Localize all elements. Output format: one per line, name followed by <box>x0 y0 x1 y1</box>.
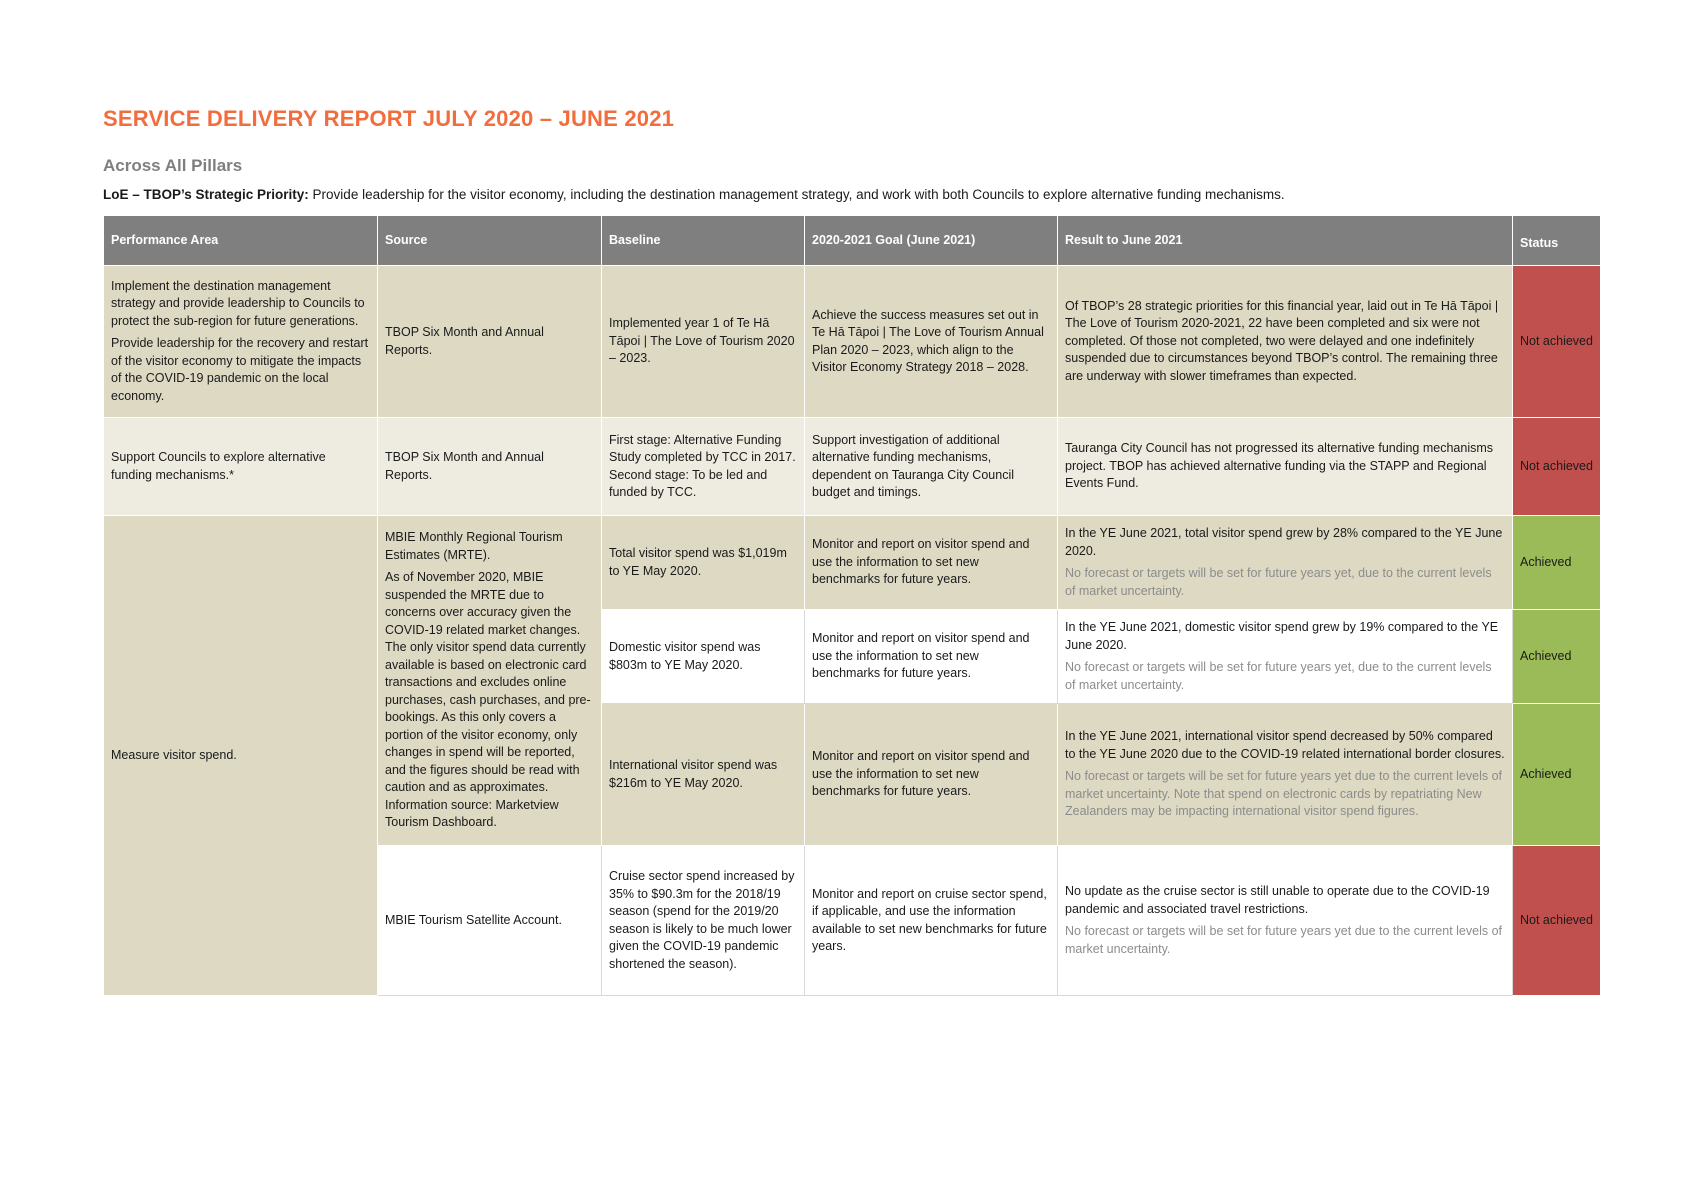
goal-cell: Monitor and report on cruise sector spend, if applicable, and use the information available to set new benchmarks for future years. <box>805 846 1058 996</box>
header-performance-area: Performance Area <box>104 216 378 266</box>
table-row <box>104 516 1601 610</box>
report-page <box>103 104 1600 996</box>
report-title: SERVICE DELIVERY REPORT JULY 2020 – JUNE 2021 <box>103 106 675 131</box>
baseline-cell: Implemented year 1 of Te Hā Tāpoi | The Love of Tourism 2020 – 2023. <box>602 266 805 418</box>
performance-area-text: Implement the destination management strategy and provide leadership to Councils to protect the sub-region for future generations. <box>111 278 365 328</box>
performance-area-cell <box>104 516 378 996</box>
status-badge: Achieved <box>1513 516 1601 610</box>
performance-area-text: Measure visitor spend. <box>111 747 237 762</box>
performance-area-cell <box>104 266 378 418</box>
baseline-cell: International visitor spend was $216m to YE May 2020. <box>602 704 805 846</box>
table-row <box>104 266 1601 418</box>
status-badge: Not achieved <box>1513 418 1601 516</box>
result-text: No update as the cruise sector is still unable to operate due to the COVID-19 pandemic and associated travel restrictions. <box>1065 884 1490 916</box>
priority-text: Provide leadership for the visitor economy, including the destination management strategy, and work with both Councils to explore alternative funding mechanisms. <box>308 187 1285 202</box>
result-note: No forecast or targets will be set for future years yet, due to the current levels of market uncertainty. <box>1065 660 1492 692</box>
result-cell <box>1058 846 1513 996</box>
baseline-cell: Total visitor spend was $1,019m to YE May 2020. <box>602 516 805 610</box>
result-cell <box>1058 704 1513 846</box>
service-delivery-table <box>103 215 1601 996</box>
goal-cell: Monitor and report on visitor spend and use the information to set new benchmarks for future years. <box>805 704 1058 846</box>
header-result: Result to June 2021 <box>1058 216 1513 266</box>
performance-area-text: Support Councils to explore alternative funding mechanisms.* <box>111 450 326 482</box>
goal-cell: Monitor and report on visitor spend and use the information to set new benchmarks for future years. <box>805 610 1058 704</box>
result-note: No forecast or targets will be set for future years yet, due to the current levels of market uncertainty. <box>1065 566 1492 598</box>
header-source: Source <box>378 216 602 266</box>
source-text: As of November 2020, MBIE suspended the MRTE due to concerns over accuracy given the COVID-19 related market changes. The only visitor spend data currently available is based on electronic card transactions and excludes online purchases, cash purchases, and pre-bookings. As this only covers a portion of the visitor economy, only changes in spend will be reported, and the figures should be read with caution and as approximates. Information source: Marketview Tourism Dashboard. <box>385 570 591 830</box>
baseline-cell: Domestic visitor spend was $803m to YE May 2020. <box>602 610 805 704</box>
source-text: MBIE Monthly Regional Tourism Estimates (MRTE). <box>385 530 563 562</box>
result-text: Tauranga City Council has not progressed its alternative funding mechanisms project. TBOP has achieved alternative funding via the STAPP and Regional Events Fund. <box>1065 441 1494 491</box>
table-row <box>104 418 1601 516</box>
header-goal: 2020-2021 Goal (June 2021) <box>805 216 1058 266</box>
source-cell <box>378 418 602 516</box>
result-note: No forecast or targets will be set for future years yet due to the current levels of market uncertainty. <box>1065 924 1503 956</box>
result-text: In the YE June 2021, total visitor spend grew by 28% compared to the YE June 2020. <box>1065 526 1503 558</box>
result-cell <box>1058 516 1513 610</box>
result-text: Of TBOP’s 28 strategic priorities for this financial year, laid out in Te Hā Tāpoi | The Love of Tourism 2020-2021, 22 have been completed and six were not completed. Of those not completed, two were delayed and one indefinitely suspended due to circumstances beyond TBOP’s control. The remaining three are underway with slower timeframes than expected. <box>1065 298 1499 383</box>
baseline-cell: First stage: Alternative Funding Study completed by TCC in 2017. Second stage: To be led and funded by TCC. <box>602 418 805 516</box>
result-cell <box>1058 266 1513 418</box>
status-badge: Not achieved <box>1513 846 1601 996</box>
section-title: Across All Pillars <box>103 156 243 175</box>
status-badge: Not achieved <box>1513 266 1601 418</box>
priority-label: LoE – TBOP’s Strategic Priority: <box>103 187 309 202</box>
result-text: In the YE June 2021, domestic visitor spend grew by 19% compared to the YE June 2020. <box>1065 620 1499 652</box>
performance-area-cell <box>104 418 378 516</box>
goal-cell: Achieve the success measures set out in Te Hā Tāpoi | The Love of Tourism Annual Plan 2020 – 2023, which align to the Visitor Economy Strategy 2018 – 2028. <box>805 266 1058 418</box>
source-cell <box>378 516 602 846</box>
result-text: In the YE June 2021, international visitor spend decreased by 50% compared to the YE June 2020 due to the COVID-19 related international border closures. <box>1065 729 1505 761</box>
baseline-cell: Cruise sector spend increased by 35% to $90.3m for the 2018/19 season (spend for the 2019/20 season is likely to be much lower given the COVID-19 pandemic shortened the season). <box>602 846 805 996</box>
header-status: Status <box>1513 216 1601 266</box>
goal-cell: Monitor and report on visitor spend and use the information to set new benchmarks for future years. <box>805 516 1058 610</box>
header-baseline: Baseline <box>602 216 805 266</box>
status-badge: Achieved <box>1513 704 1601 846</box>
table-header-row <box>104 216 1601 266</box>
source-text: MBIE Tourism Satellite Account. <box>385 912 562 927</box>
performance-area-text: Provide leadership for the recovery and restart of the visitor economy to mitigate the impacts of the COVID-19 pandemic on the local economy. <box>111 336 369 403</box>
goal-cell: Support investigation of additional alternative funding mechanisms, dependent on Tauranga City Council budget and timings. <box>805 418 1058 516</box>
source-cell <box>378 266 602 418</box>
result-cell <box>1058 418 1513 516</box>
source-cell <box>378 846 602 996</box>
source-text: TBOP Six Month and Annual Reports. <box>385 450 544 482</box>
result-note: No forecast or targets will be set for future years yet due to the current levels of market uncertainty. Note that spend on electronic cards by repatriating New Zealanders may be impacting international visitor spend figures. <box>1065 769 1503 819</box>
source-text: TBOP Six Month and Annual Reports. <box>385 325 544 357</box>
strategic-priority <box>103 186 1600 204</box>
result-cell <box>1058 610 1513 704</box>
status-badge: Achieved <box>1513 610 1601 704</box>
